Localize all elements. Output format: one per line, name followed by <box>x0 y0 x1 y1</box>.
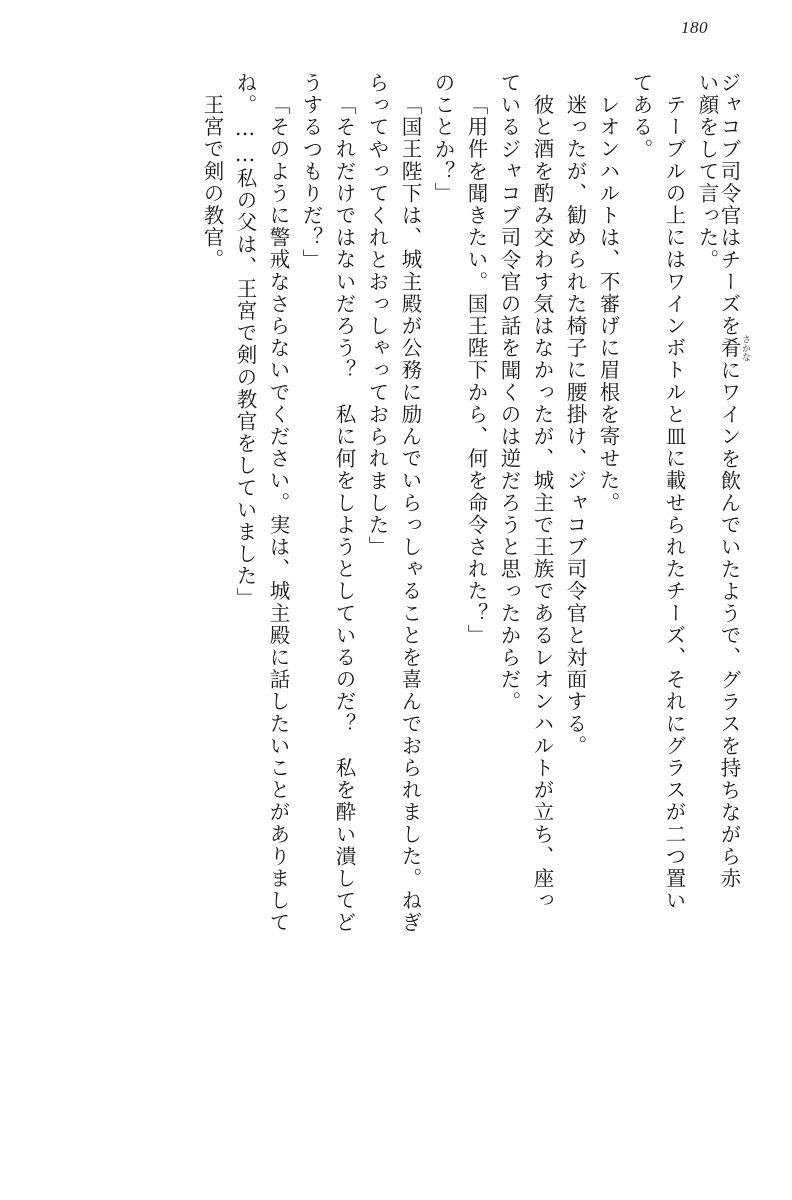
text-column: 「それだけではないだろう？ 私に何をしようとしているのだ？ 私を酔い潰してど <box>332 94 356 934</box>
text-column: ね。……私の父は、王宮で剣の教官をしていました」 <box>233 72 257 610</box>
text-column: 「そのように警戒なさらないでください。実は、城主殿に話したいことがありまして <box>266 94 290 934</box>
page-number: 180 <box>681 18 708 37</box>
text-column: ているジャコブ司令官の話を聞くのは逆だろうと思ったからだ。 <box>497 72 521 713</box>
text-column: 彼と酒を酌み交わす気はなかったが、城主で王族であるレオンハルトが立ち、座っ <box>530 94 554 912</box>
text-column: テーブルの上にはワインボトルと皿に載せられたチーズ、それにグラスが二つ置い <box>662 94 686 912</box>
vertical-text-body <box>36 72 750 1156</box>
text-column: てある。 <box>629 72 653 161</box>
text-column: ジャコブ司令官はチーズを肴 さかなにワインを飲んでいたようで、グラスを持ちながら赤 <box>717 72 750 890</box>
text-column: い顔をして言った。 <box>695 72 719 271</box>
text-column: らってやってくれとおっしゃっておられました」 <box>365 72 389 559</box>
text-column: うするつもりだ？」 <box>299 72 323 271</box>
text-column: 「国王陛下は、城主殿が公務に励んでいらっしゃることを喜んでおられました。ねぎ <box>398 94 422 934</box>
text-column: のことか？」 <box>431 72 455 205</box>
text-column: 「用件を聞きたい。国王陛下から、何を命令された？」 <box>464 94 488 647</box>
text-column: 迷ったが、勧められた椅子に腰掛け、ジャコブ司令官と対面する。 <box>563 94 587 757</box>
text-column: 王宮で剣の教官。 <box>200 94 224 271</box>
text-column: レオンハルトは、不審げに眉根を寄せた。 <box>596 94 620 514</box>
